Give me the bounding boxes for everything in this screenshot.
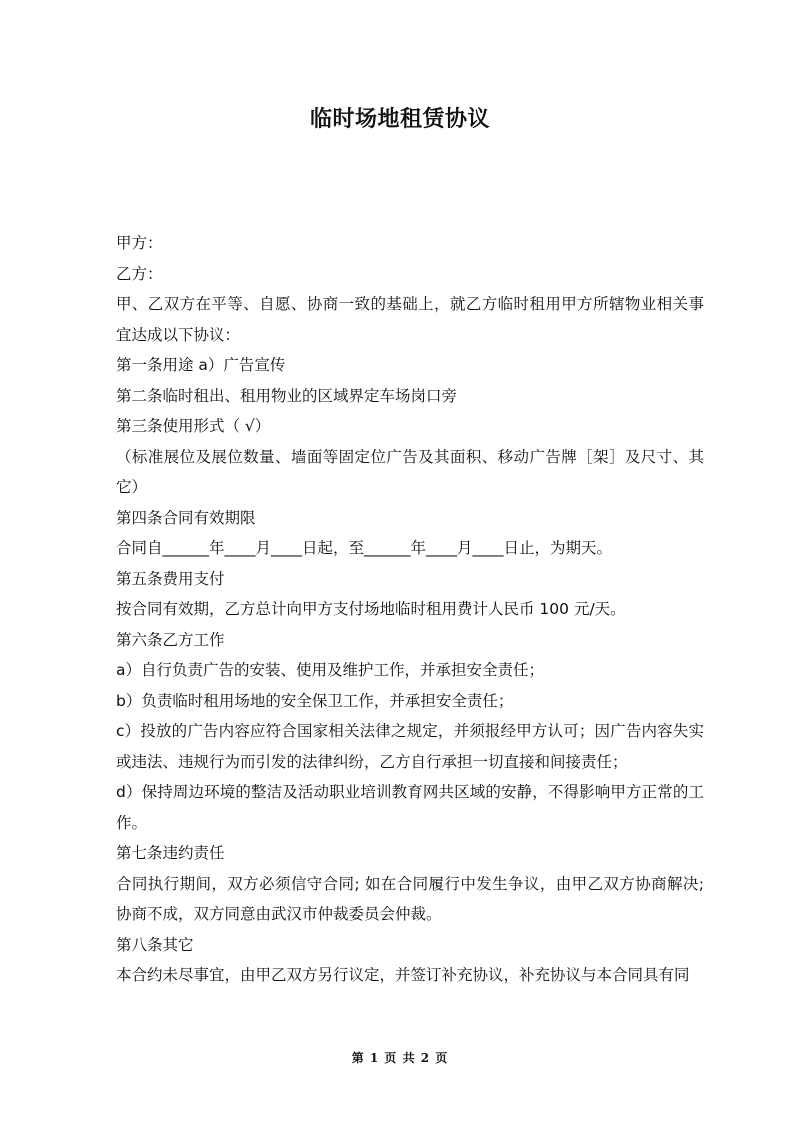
paragraph-breach: 合同执行期间，双方必须信守合同; 如在合同履行中发生争议，由甲乙双方协商解决; 协商不成，双方同意由武汉市仲裁委员会仲裁。	[116, 874, 704, 923]
document-body	[116, 228, 704, 991]
paragraph-preamble: 甲、乙双方在平等、自愿、协商一致的基础上，就乙方临时租用甲方所辖物业相关事宜达成以下协议：	[116, 295, 704, 344]
paragraph-article-1: 第一条用途 a）广告宣传	[116, 356, 286, 374]
paragraph-article-4: 第四条合同有效期限	[116, 508, 256, 527]
paragraph-item-c: c）投放的广告内容应符合国家相关法律之规定，并须报经甲方认可；因广告内容失实或违法、违规行为而引发的法律纠纷，乙方自行承担一切直接和间接责任；	[116, 722, 704, 771]
paragraph-article-2: 第二条临时租出、租用物业的区域界定车场岗口旁	[116, 386, 458, 405]
document-title: 临时场地租赁协议	[309, 107, 490, 132]
paragraph-party-b: 乙方：	[116, 264, 163, 283]
paragraph-article-8: 第八条其它	[116, 935, 194, 954]
paragraph-term-dates: 合同自______年____月____日起，至______年____月____日止，为期天。	[116, 539, 613, 557]
paragraph-article-3: 第三条使用形式（ √）	[116, 417, 271, 435]
paragraph-usage-forms: （标准展位及展位数量、墙面等固定位广告及其面积、移动广告牌［架］及尺寸、其它）	[116, 447, 704, 496]
paragraph-item-a: a）自行负责广告的安装、使用及维护工作，并承担安全责任；	[116, 661, 545, 679]
paragraph-item-d: d）保持周边环境的整洁及活动职业培训教育网共区域的安静，不得影响甲方正常的工作。	[116, 783, 704, 832]
paragraph-party-a: 甲方：	[116, 234, 163, 252]
paragraph-article-5: 第五条费用支付	[116, 569, 225, 588]
paragraph-other: 本合约未尽事宜，由甲乙双方另行议定，并签订补充协议，补充协议与本合同具有同	[116, 966, 690, 984]
paragraph-article-7: 第七条违约责任	[116, 844, 225, 862]
page-number: 第 1 页 共 2 页	[351, 1051, 449, 1065]
paragraph-fee: 按合同有效期，乙方总计向甲方支付场地临时租用费计人民币 100 元/天。	[116, 600, 626, 618]
paragraph-item-b: b）负责临时租用场地的安全保卫工作，并承担安全责任；	[116, 691, 514, 710]
paragraph-article-6: 第六条乙方工作	[116, 630, 225, 649]
